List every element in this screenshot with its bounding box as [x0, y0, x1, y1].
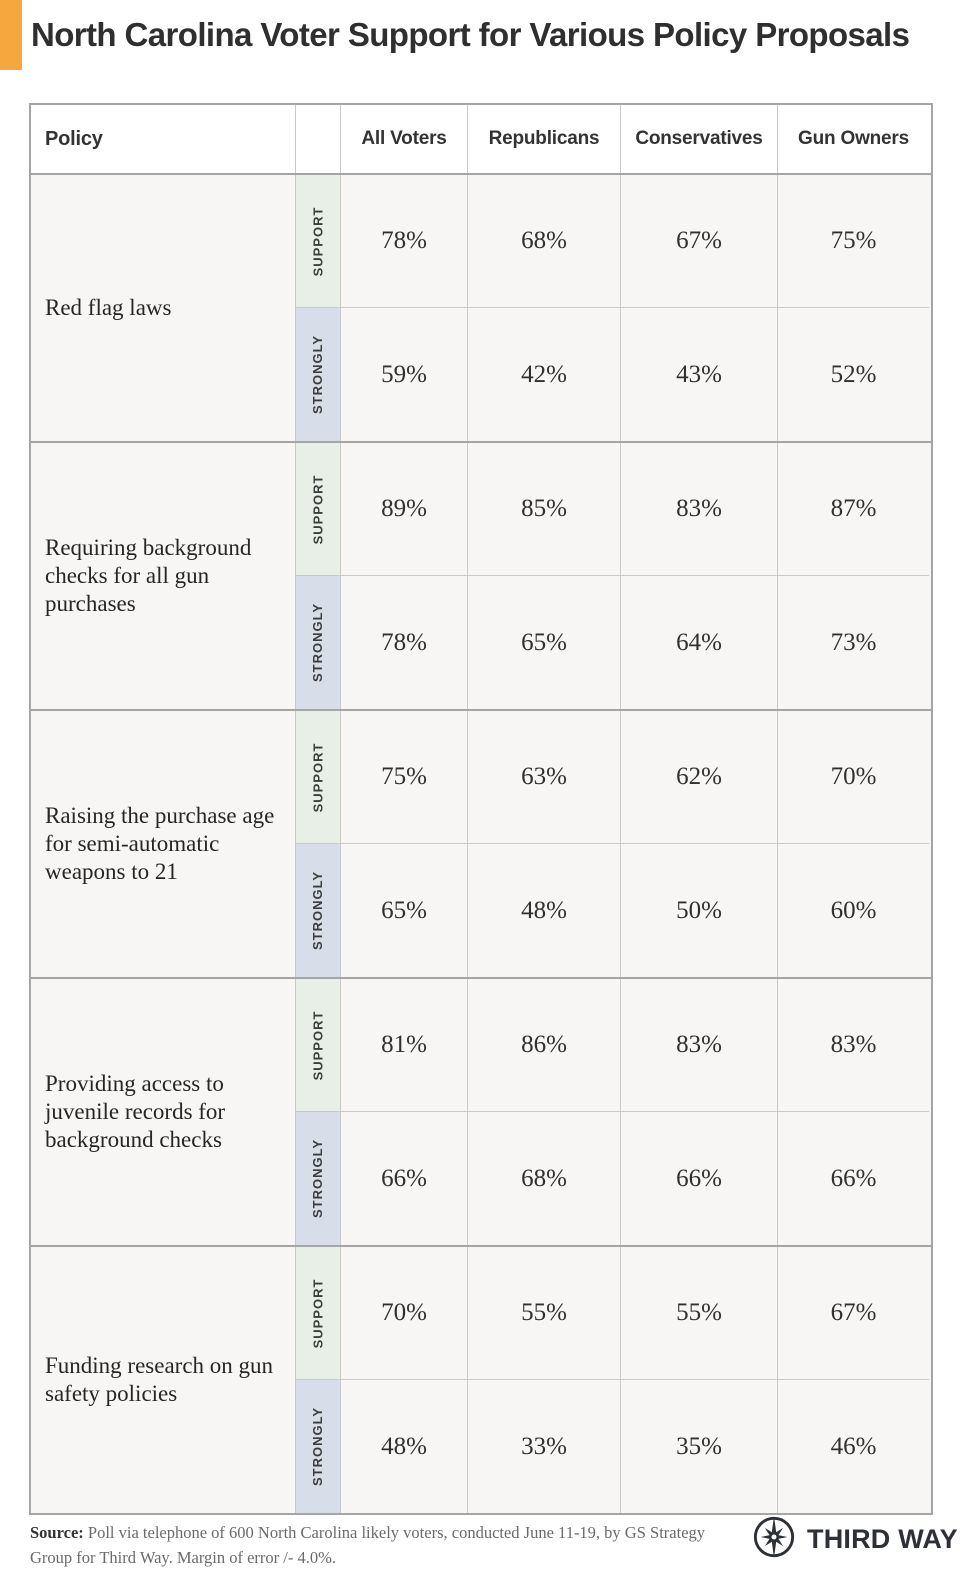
strongly-value: 35%	[621, 1380, 778, 1513]
column-header-gun-owners: Gun Owners	[798, 128, 909, 149]
strongly-label-cell	[296, 1112, 341, 1245]
policy-row-background-checks	[31, 441, 931, 709]
support-value: 55%	[621, 1247, 778, 1380]
support-label: SUPPORT	[310, 742, 326, 812]
support-label: SUPPORT	[310, 1010, 326, 1080]
strongly-label-cell	[296, 308, 341, 441]
column-header-conservatives: Conservatives	[621, 105, 778, 173]
policy-row-purchase-age	[31, 709, 931, 977]
strongly-value: 48%	[468, 844, 621, 977]
support-label-cell	[296, 979, 341, 1112]
support-label: SUPPORT	[310, 474, 326, 544]
strongly-value: 68%	[468, 1112, 621, 1245]
strongly-value: 73%	[778, 576, 929, 709]
support-label-cell	[296, 1247, 341, 1380]
strongly-value: 42%	[468, 308, 621, 441]
column-header-republicans: Republicans	[468, 105, 621, 173]
strongly-value: 33%	[468, 1380, 621, 1513]
strongly-value: 66%	[621, 1112, 778, 1245]
support-value: 83%	[778, 979, 929, 1112]
column-header-sublabel-spacer	[296, 105, 341, 173]
support-value: 55%	[468, 1247, 621, 1380]
support-value: 67%	[621, 175, 778, 308]
support-label-cell	[296, 711, 341, 844]
support-label: SUPPORT	[310, 1278, 326, 1348]
support-value: 75%	[341, 711, 468, 844]
source-label: Source:	[30, 1523, 84, 1542]
policy-row-funding-research	[31, 1245, 931, 1513]
support-value: 78%	[341, 175, 468, 308]
strongly-label: STRONGLY	[310, 1406, 326, 1487]
strongly-value: 65%	[468, 576, 621, 709]
support-value: 67%	[778, 1247, 929, 1380]
strongly-value: 43%	[621, 308, 778, 441]
source-note	[30, 1520, 720, 1570]
strongly-label-cell	[296, 1380, 341, 1513]
title-accent-bar	[0, 0, 22, 70]
support-value: 81%	[341, 979, 468, 1112]
support-value: 89%	[341, 443, 468, 576]
support-value: 63%	[468, 711, 621, 844]
policy-name: Funding research on gun safety policies	[31, 1247, 296, 1513]
policy-row-red-flag-laws	[31, 173, 931, 441]
strongly-label-cell	[296, 576, 341, 709]
strongly-value: 59%	[341, 308, 468, 441]
strongly-value: 60%	[778, 844, 929, 977]
strongly-value: 65%	[341, 844, 468, 977]
policy-name: Providing access to juvenile records for background checks	[31, 979, 296, 1245]
support-value: 85%	[468, 443, 621, 576]
policy-name: Raising the purchase age for semi-automatic weapons to 21	[31, 711, 296, 977]
strongly-value: 50%	[621, 844, 778, 977]
compass-star-icon	[752, 1515, 796, 1564]
support-label-cell	[296, 443, 341, 576]
support-value: 70%	[778, 711, 929, 844]
support-value: 83%	[621, 979, 778, 1112]
strongly-value: 66%	[778, 1112, 929, 1245]
strongly-value: 66%	[341, 1112, 468, 1245]
policy-row-juvenile-records	[31, 977, 931, 1245]
table-header-row	[31, 105, 931, 173]
strongly-label: STRONGLY	[310, 1138, 326, 1219]
strongly-label: STRONGLY	[310, 870, 326, 951]
support-value: 70%	[341, 1247, 468, 1380]
thirdway-logo	[752, 1516, 957, 1562]
support-label-cell	[296, 175, 341, 308]
chart-title: North Carolina Voter Support for Various Policy Proposals	[31, 16, 910, 53]
brand-wordmark: THIRD WAY	[807, 1523, 958, 1554]
poll-results-table	[29, 103, 933, 1515]
support-value: 62%	[621, 711, 778, 844]
strongly-value: 52%	[778, 308, 929, 441]
source-text: Poll via telephone of 600 North Carolina likely voters, conducted June 11-19, by GS Strategy Group for Third Way. Margin of error /- 4.0%.	[30, 1523, 706, 1567]
strongly-label-cell	[296, 844, 341, 977]
strongly-value: 48%	[341, 1380, 468, 1513]
strongly-label: STRONGLY	[310, 334, 326, 415]
strongly-label: STRONGLY	[310, 602, 326, 683]
support-value: 87%	[778, 443, 929, 576]
support-label: SUPPORT	[310, 206, 326, 276]
support-value: 68%	[468, 175, 621, 308]
support-value: 83%	[621, 443, 778, 576]
support-value: 75%	[778, 175, 929, 308]
strongly-value: 46%	[778, 1380, 929, 1513]
policy-name: Requiring background checks for all gun purchases	[31, 443, 296, 709]
strongly-value: 78%	[341, 576, 468, 709]
column-header-policy: Policy	[31, 105, 296, 173]
policy-name: Red flag laws	[31, 175, 296, 441]
strongly-value: 64%	[621, 576, 778, 709]
support-value: 86%	[468, 979, 621, 1112]
column-header-all-voters: All Voters	[341, 105, 468, 173]
